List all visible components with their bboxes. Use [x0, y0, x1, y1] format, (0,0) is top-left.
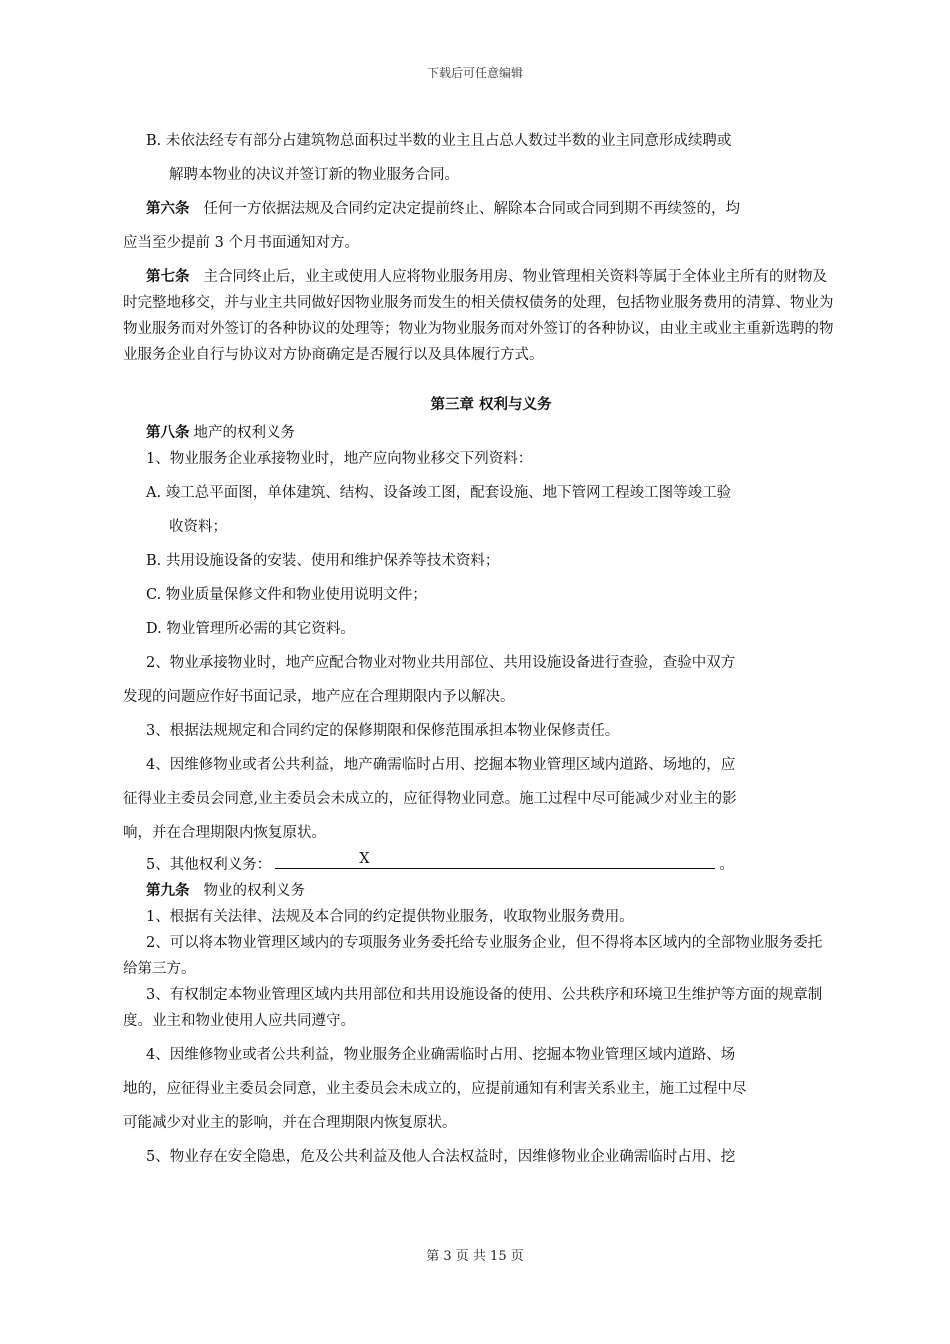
article-9-item-4-line2: 地的，应征得业主委员会同意，业主委员会未成立的，应提前通知有利害关系业主，施工过程中尽 [123, 1081, 747, 1097]
article-8 [146, 420, 836, 446]
article-6-text2: 应当至少提前 3 个月书面通知对方。 [123, 235, 359, 251]
article-7 [123, 264, 836, 368]
article-6-text: 任何一方依据法规及合同约定决定提前终止、解除本合同或合同到期不再续签的，均 [203, 201, 740, 217]
article-9-item-4-line1: 4、因维修物业或者公共利益，物业服务企业确需临时占用、挖掘本物业管理区域内道路、场 [146, 1047, 736, 1063]
article-6 [146, 192, 836, 226]
article-8-item-a-line2: 收资料； [169, 519, 227, 535]
page-footer: 第 3 页 共 15 页 [426, 1249, 524, 1264]
article-8-item-3: 3、根据法规规定和合同约定的保修期限和保修范围承担本物业保修责任。 [146, 723, 620, 739]
article-9-item-3: 3、有权制定本物业管理区域内共用部位和共用设施设备的使用、公共秩序和环境卫生维护等方面的规章制度。业主和物业使用人应共同遵守。 [123, 987, 823, 1029]
article-8-item-4-line1: 4、因维修物业或者公共利益，地产确需临时占用、挖掘本物业管理区域内道路、场地的，应 [146, 757, 736, 773]
article-9-item-4-line3: 可能减少对业主的影响，并在合理期限内恢复原状。 [123, 1115, 457, 1131]
article-8-item-5-label: 5、其他权利义务： [146, 857, 272, 873]
article-8-item-4-line3: 响，并在合理期限内恢复原状。 [123, 825, 326, 841]
clause-b-line2: 解聘本物业的决议并签订新的物业服务合同。 [169, 167, 459, 183]
article-8-title: 第八条 [146, 424, 190, 441]
article-7-text: 主合同终止后，业主或使用人应将物业服务用房、物业管理相关资料等属于全体业主所有的财物及时完整地移交，并与业主共同做好因物业服务而发生的相关债权债务的处理，包括物业服务费用的清算、物业为物业服务而对外签订的各种协议的处理等；物业为物业服务而对外签订的各种协议，由业主或业主重新选聘的物业服务企业自行与协议对方协商确定是否履行以及具体履行方式。 [123, 269, 834, 363]
article-8-item-a-line1: A. 竣工总平面图，单体建筑、结构、设备竣工图，配套设施、地下管网工程竣工图等竣工验 [146, 485, 732, 501]
clause-b-line1: B. 未依法经专有部分占建筑物总面积过半数的业主且占总人数过半数的业主同意形成续聘或 [146, 133, 732, 149]
article-8-item-1: 1、物业服务企业承接物业时，地产应向物业移交下列资料： [146, 451, 533, 467]
article-7-title: 第七条 [146, 268, 190, 285]
article-8-item-5-value: X [359, 851, 370, 867]
article-9-title: 第九条 [146, 882, 190, 899]
article-8-item-2-line1: 2、物业承接物业时，地产应配合物业对物业共用部位、共用设施设备进行查验，查验中双方 [146, 655, 736, 671]
article-8-item-2-line2: 发现的问题应作好书面记录，地产应在合理期限内予以解决。 [123, 689, 515, 705]
article-8-item-d: D. 物业管理所必需的其它资料。 [146, 621, 355, 637]
article-9-item-1: 1、根据有关法律、法规及本合同的约定提供物业服务，收取物业服务费用。 [146, 909, 634, 925]
article-8-item-c: C. 物业质量保修文件和物业使用说明文件； [146, 587, 427, 603]
page-header: 下载后可任意编辑 [426, 66, 523, 80]
article-9-text: 物业的权利义务 [203, 883, 305, 899]
document-body [123, 124, 836, 1174]
article-9-item-2: 2、可以将本物业管理区域内的专项服务业务委托给专业服务企业，但不得将本区域内的全部物业服务委托给第三方。 [123, 935, 823, 977]
article-6-title: 第六条 [146, 200, 190, 217]
chapter-3-heading: 第三章 权利与义务 [430, 396, 552, 413]
article-8-text: 地产的权利义务 [193, 425, 295, 441]
article-8-item-5-blank [275, 850, 715, 869]
article-8-item-5 [146, 850, 836, 878]
article-9-item-5: 5、物业存在安全隐患，危及公共利益及他人合法权益时，因维修物业企业确需临时占用、挖 [146, 1149, 736, 1165]
article-8-item-4-line2: 征得业主委员会同意,业主委员会未成立的，应征得物业同意。施工过程中尽可能减少对业主的影 [123, 791, 737, 807]
article-9 [146, 878, 836, 904]
article-8-item-b: B. 共用设施设备的安装、使用和维护保养等技术资料； [146, 553, 500, 569]
article-8-item-5-end: 。 [719, 857, 734, 873]
